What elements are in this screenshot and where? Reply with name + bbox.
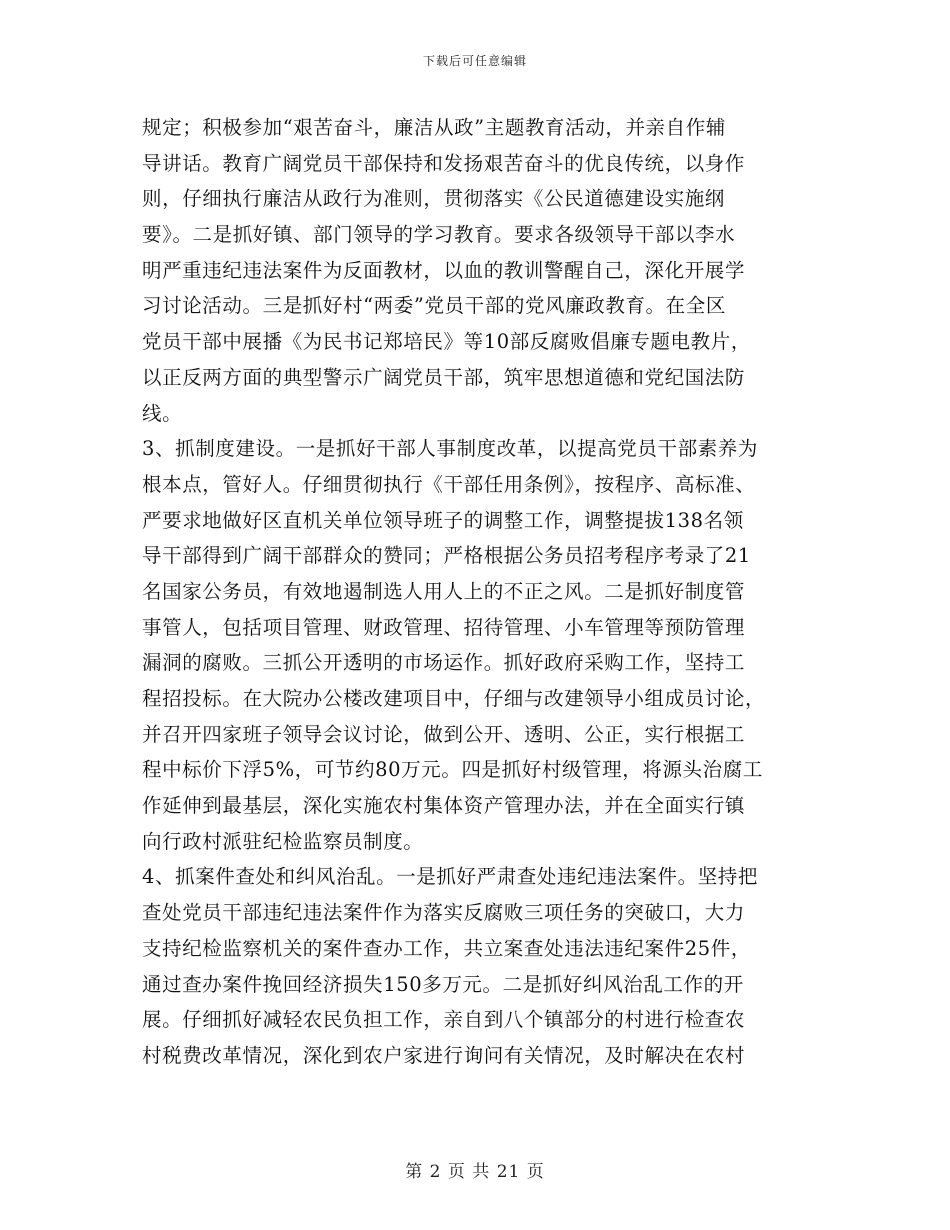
text-line: 并召开四家班子领导会议讨论，做到公开、透明、公正，实行根据工 [142,722,746,746]
text-line: 规定；积极参加“艰苦奋斗，廉洁从政”主题教育活动，并亲自作辅 [142,116,726,139]
text-line: 通过查办案件挽回经济损失150多万元。二是抓好纠风治乱工作的开 [142,972,744,996]
text-line: 以正反两方面的典型警示广阔党员干部，筑牢思想道德和党纪国法防 [142,365,746,389]
text-line: 4、抓案件查处和纠风治乱。一是抓好严肃查处违纪违法案件。坚持把 [142,865,759,889]
document-body [142,110,810,1074]
text-line: 习讨论活动。三是抓好村“两委”党员干部的党风廉政教育。在全区 [142,294,726,318]
page-footer: 第 2 页 共 21 页 [405,1162,545,1182]
text-line: 查处党员干部违纪违法案件作为落实反腐败三项任务的突破口，大力 [142,901,746,925]
text-line: 导干部得到广阔干部群众的赞同；严格根据公务员招考程序考录了21 [142,544,751,568]
text-line: 则，仔细执行廉洁从政行为准则，贯彻落实《公民道德建设实施纲 [142,187,725,211]
text-line: 明严重违纪违法案件为反面教材，以血的教训警醒自己，深化开展学 [142,258,746,282]
text-line: 线。 [142,401,183,425]
text-line: 程招投标。在大院办公楼改建项目中，仔细与改建领导小组成员讨论， [142,687,766,710]
text-line: 党员干部中展播《为民书记郑培民》等10部反腐败倡廉专题电教片， [142,330,751,354]
text-line: 漏洞的腐败。三抓公开透明的市场运作。抓好政府采购工作，坚持工 [142,651,746,675]
text-line: 作延伸到最基层，深化实施农村集体资产管理办法，并在全面实行镇 [142,794,746,818]
text-line: 支持纪检监察机关的案件查办工作，共立案查处违法违纪案件25件， [142,936,751,960]
text-line: 程中标价下浮5%，可节约80万元。四是抓好村级管理，将源头治腐工 [142,758,763,782]
text-line: 导讲话。教育广阔党员干部保持和发扬艰苦奋斗的优良传统，以身作 [142,151,746,175]
text-line: 要》。二是抓好镇、部门领导的学习教育。要求各级领导干部以李水 [142,223,736,247]
text-line: 严要求地做好区直机关单位领导班子的调整工作，调整提拔138名领 [142,508,744,532]
text-line: 根本点，管好人。仔细贯彻执行《干部任用条例》，按程序、高标准、 [142,472,756,496]
text-line: 村税费改革情况，深化到农户家进行询问有关情况，及时解决在农村 [142,1043,746,1067]
text-line: 名国家公务员，有效地遏制选人用人上的不正之风。二是抓好制度管 [142,579,746,603]
text-line: 事管人，包括项目管理、财政管理、招待管理、小车管理等预防管理 [142,615,746,639]
text-line: 展。仔细抓好减轻农民负担工作，亲自到八个镇部分的村进行检查农 [142,1008,746,1032]
page-header: 下载后可任意编辑 [422,54,527,68]
text-line: 向行政村派驻纪检监察员制度。 [142,829,424,853]
text-line: 3、抓制度建设。一是抓好干部人事制度改革，以提高党员干部素养为 [142,437,759,461]
